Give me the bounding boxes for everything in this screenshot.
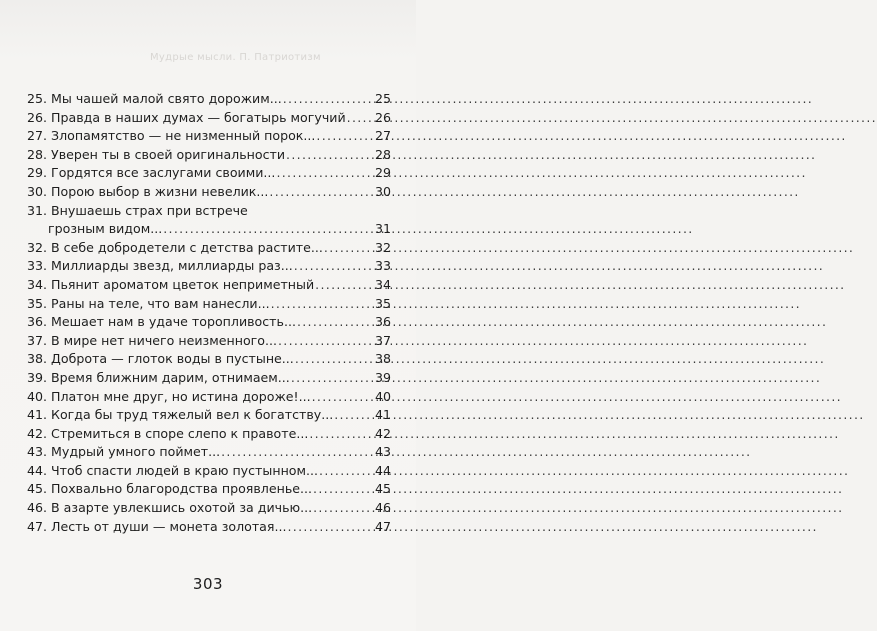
entry-page: 45 [374,481,391,497]
entry-title: Уверен ты в своей оригинальности [51,146,286,162]
entry-page: 35 [374,295,391,311]
dot-leader [163,220,372,239]
toc-entry [27,164,391,183]
dot-leader [276,164,372,183]
entry-title: Доброта — глоток воды в пустыне... [51,351,294,367]
page-number: 303 [192,575,224,593]
entry-title: Похвально благородства проявленье... [51,481,313,497]
entry-number: 38. [27,351,48,367]
dot-leader [269,183,372,202]
dot-leader [295,350,372,369]
entry-number: 30. [27,183,48,199]
dot-leader [291,369,372,388]
dot-leader [297,313,372,332]
show-through-running-head: Мудрые мысли. П. Патриотизм [150,52,321,63]
toc-entry [27,480,391,499]
entry-page: 26 [374,109,391,125]
dot-leader [286,146,372,165]
entry-page: 38 [374,351,391,367]
entry-page: 40 [374,388,391,404]
entry-page: 33 [374,258,391,274]
entry-number: 27. [27,128,48,144]
toc-entry [27,127,391,146]
toc-entry [27,109,391,128]
entry-number: 33. [27,258,48,274]
dot-leader [283,90,372,109]
entry-number: 39. [27,369,48,385]
toc-entry [27,202,391,221]
entry-title: Мы чашей малой свято дорожим... [51,91,282,106]
entry-number: 41. [27,407,48,423]
toc-entry [27,295,391,314]
toc-entry [27,518,391,537]
toc-entry [27,443,391,462]
entry-number: 31. [27,202,48,218]
entry-title: Платон мне друг, но истина дороже!... [51,388,311,404]
entry-title: Пьянит ароматом цветок неприметный [51,276,315,292]
toc-entry [27,369,391,388]
entry-page: 34 [374,276,391,292]
dot-leader [278,332,372,351]
toc-entry [27,499,391,518]
entry-title: Миллиарды звезд, миллиарды раз... [51,258,293,274]
dot-leader [294,257,372,276]
entry-number: 25. [27,91,48,106]
toc-entry [27,257,391,276]
entry-page: 28 [374,146,391,162]
entry-number: 26. [27,109,48,125]
entry-number: 34. [27,276,48,292]
dot-leader [221,443,372,462]
entry-number: 40. [27,388,48,404]
entry-number: 42. [27,425,48,441]
entry-page: 46 [374,500,391,516]
entry-page: 41 [374,407,391,423]
toc-entry [27,406,391,425]
toc-entry [27,332,391,351]
entry-page: 42 [374,425,391,441]
entry-title: Правда в наших думах — богатырь могучий [51,109,346,125]
entry-title: Злопамятство — не низменный порок... [51,128,316,144]
entry-number: 29. [27,165,48,181]
dot-leader [319,462,372,481]
toc-entry [27,183,391,202]
entry-title: Мешает нам в удаче торопливость... [51,314,296,330]
entry-number: 47. [27,518,48,534]
entry-page: 36 [374,314,391,330]
entry-title: В себе добродетели с детства растите... [51,239,323,255]
entry-page: 39 [374,369,391,385]
entry-title: Стремиться в споре слепо к правоте... [51,425,309,441]
entry-title: Порою выбор в жизни невелик... [51,183,269,199]
entry-page: 43 [374,444,391,460]
toc-entry [27,388,391,407]
entry-page: 29 [374,165,391,181]
toc-entry [27,462,391,481]
dot-leader [309,425,372,444]
entry-number: 46. [27,500,48,516]
entry-title: Гордятся все заслугами своими... [51,165,276,181]
entry-number: 28. [27,146,48,162]
entry-number: 36. [27,314,48,330]
toc-entry [27,90,391,109]
entry-page: 47 [374,518,391,534]
entry-page: 37 [374,332,391,348]
entry-page: 44 [374,462,391,478]
entry-number: 43. [27,444,48,460]
dot-leader [312,388,372,407]
entry-title: грозным видом... [48,221,163,237]
dot-leader [313,499,372,518]
dot-leader [288,518,373,537]
dot-leader [313,480,372,499]
table-of-contents [27,90,391,536]
toc-entry [27,425,391,444]
entry-number: 37. [27,332,48,348]
entry-page: 30 [374,183,391,199]
toc-entry [27,220,391,239]
entry-page: 31 [374,221,391,237]
entry-title: Когда бы труд тяжелый вел к богатству... [51,407,334,423]
entry-number: 45. [27,481,48,497]
toc-entry [27,146,391,165]
entry-page: 27 [374,128,391,144]
entry-number: 44. [27,462,48,478]
entry-page: 32 [374,239,391,255]
toc-entry [27,313,391,332]
toc-entry [27,276,391,295]
book-page [0,0,416,631]
dot-leader [315,276,372,295]
entry-title: В азарте увлекшись охотой за дичью... [51,500,313,516]
dot-leader [316,127,372,146]
entry-title: В мире нет ничего неизменного... [51,332,277,348]
dot-leader [324,239,372,258]
toc-entry [27,350,391,369]
entry-title: Лесть от души — монета золотая... [51,518,287,534]
dot-leader [347,109,372,128]
entry-title: Внушаешь страх при встрече [51,202,248,218]
entry-title: Чтоб спасти людей в краю пустынном... [51,462,319,478]
dot-leader [334,406,372,425]
toc-entry [27,239,391,258]
dot-leader [271,295,372,314]
entry-number: 32. [27,239,48,255]
entry-page: 25 [374,91,391,106]
entry-title: Мудрый умного поймет... [51,444,221,460]
entry-title: Раны на теле, что вам нанесли... [51,295,270,311]
entry-number: 35. [27,295,48,311]
entry-title: Время ближним дарим, отнимаем... [51,369,290,385]
